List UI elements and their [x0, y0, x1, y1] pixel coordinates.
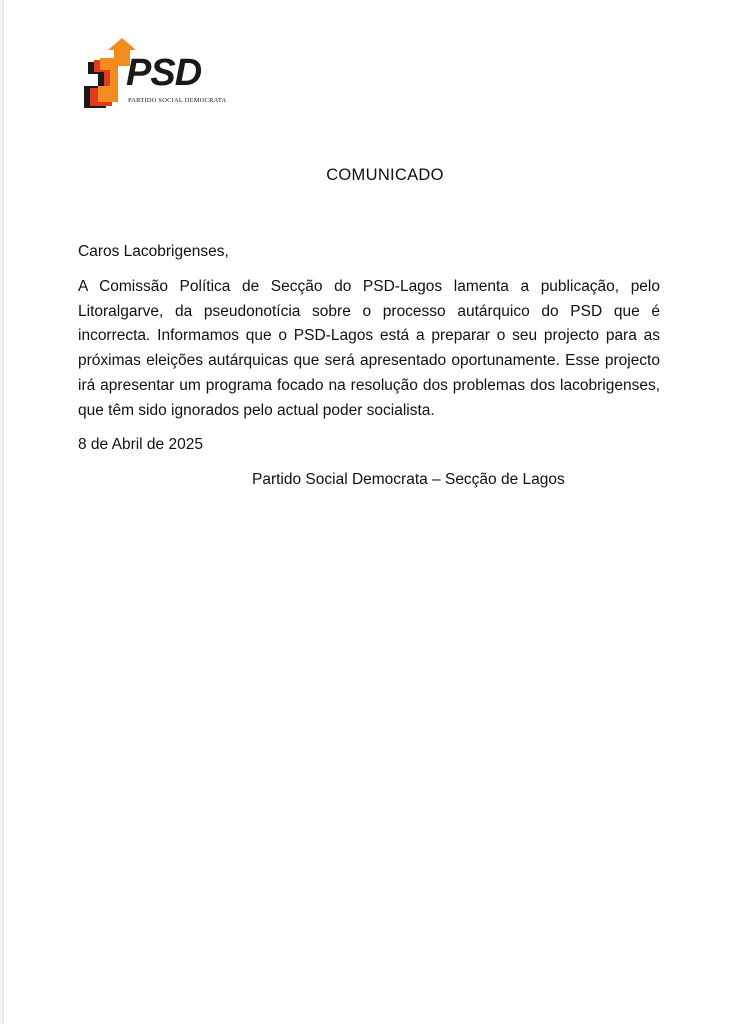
- logo-wordmark: PSD: [126, 52, 202, 94]
- logo-subtitle: PARTIDO SOCIAL DEMOCRATA: [128, 97, 227, 104]
- document-content: [78, 240, 660, 424]
- document-date: 8 de Abril de 2025: [78, 436, 203, 453]
- document-title: COMUNICADO: [326, 166, 444, 184]
- document-page: [4, 0, 736, 1024]
- greeting: Caros Lacobrigenses,: [78, 243, 229, 260]
- psd-logo: [78, 36, 227, 112]
- signature: Partido Social Democrata – Secção de Lagos: [252, 471, 565, 488]
- body-paragraph: A Comissão Política de Secção do PSD-Lagos lamenta a publicação, pelo Litoralgarve, da pseudonotícia sobre o processo autárquico do PSD que é incorrecta. Informamos que o PSD-Lagos está a preparar o seu projecto para as próximas eleições autárquicas que será apresentado oportunamente. Esse projecto irá apresentar um programa focado na resolução dos problemas dos lacobrigenses, que têm sido ignorados pelo actual poder socialista.: [78, 277, 660, 419]
